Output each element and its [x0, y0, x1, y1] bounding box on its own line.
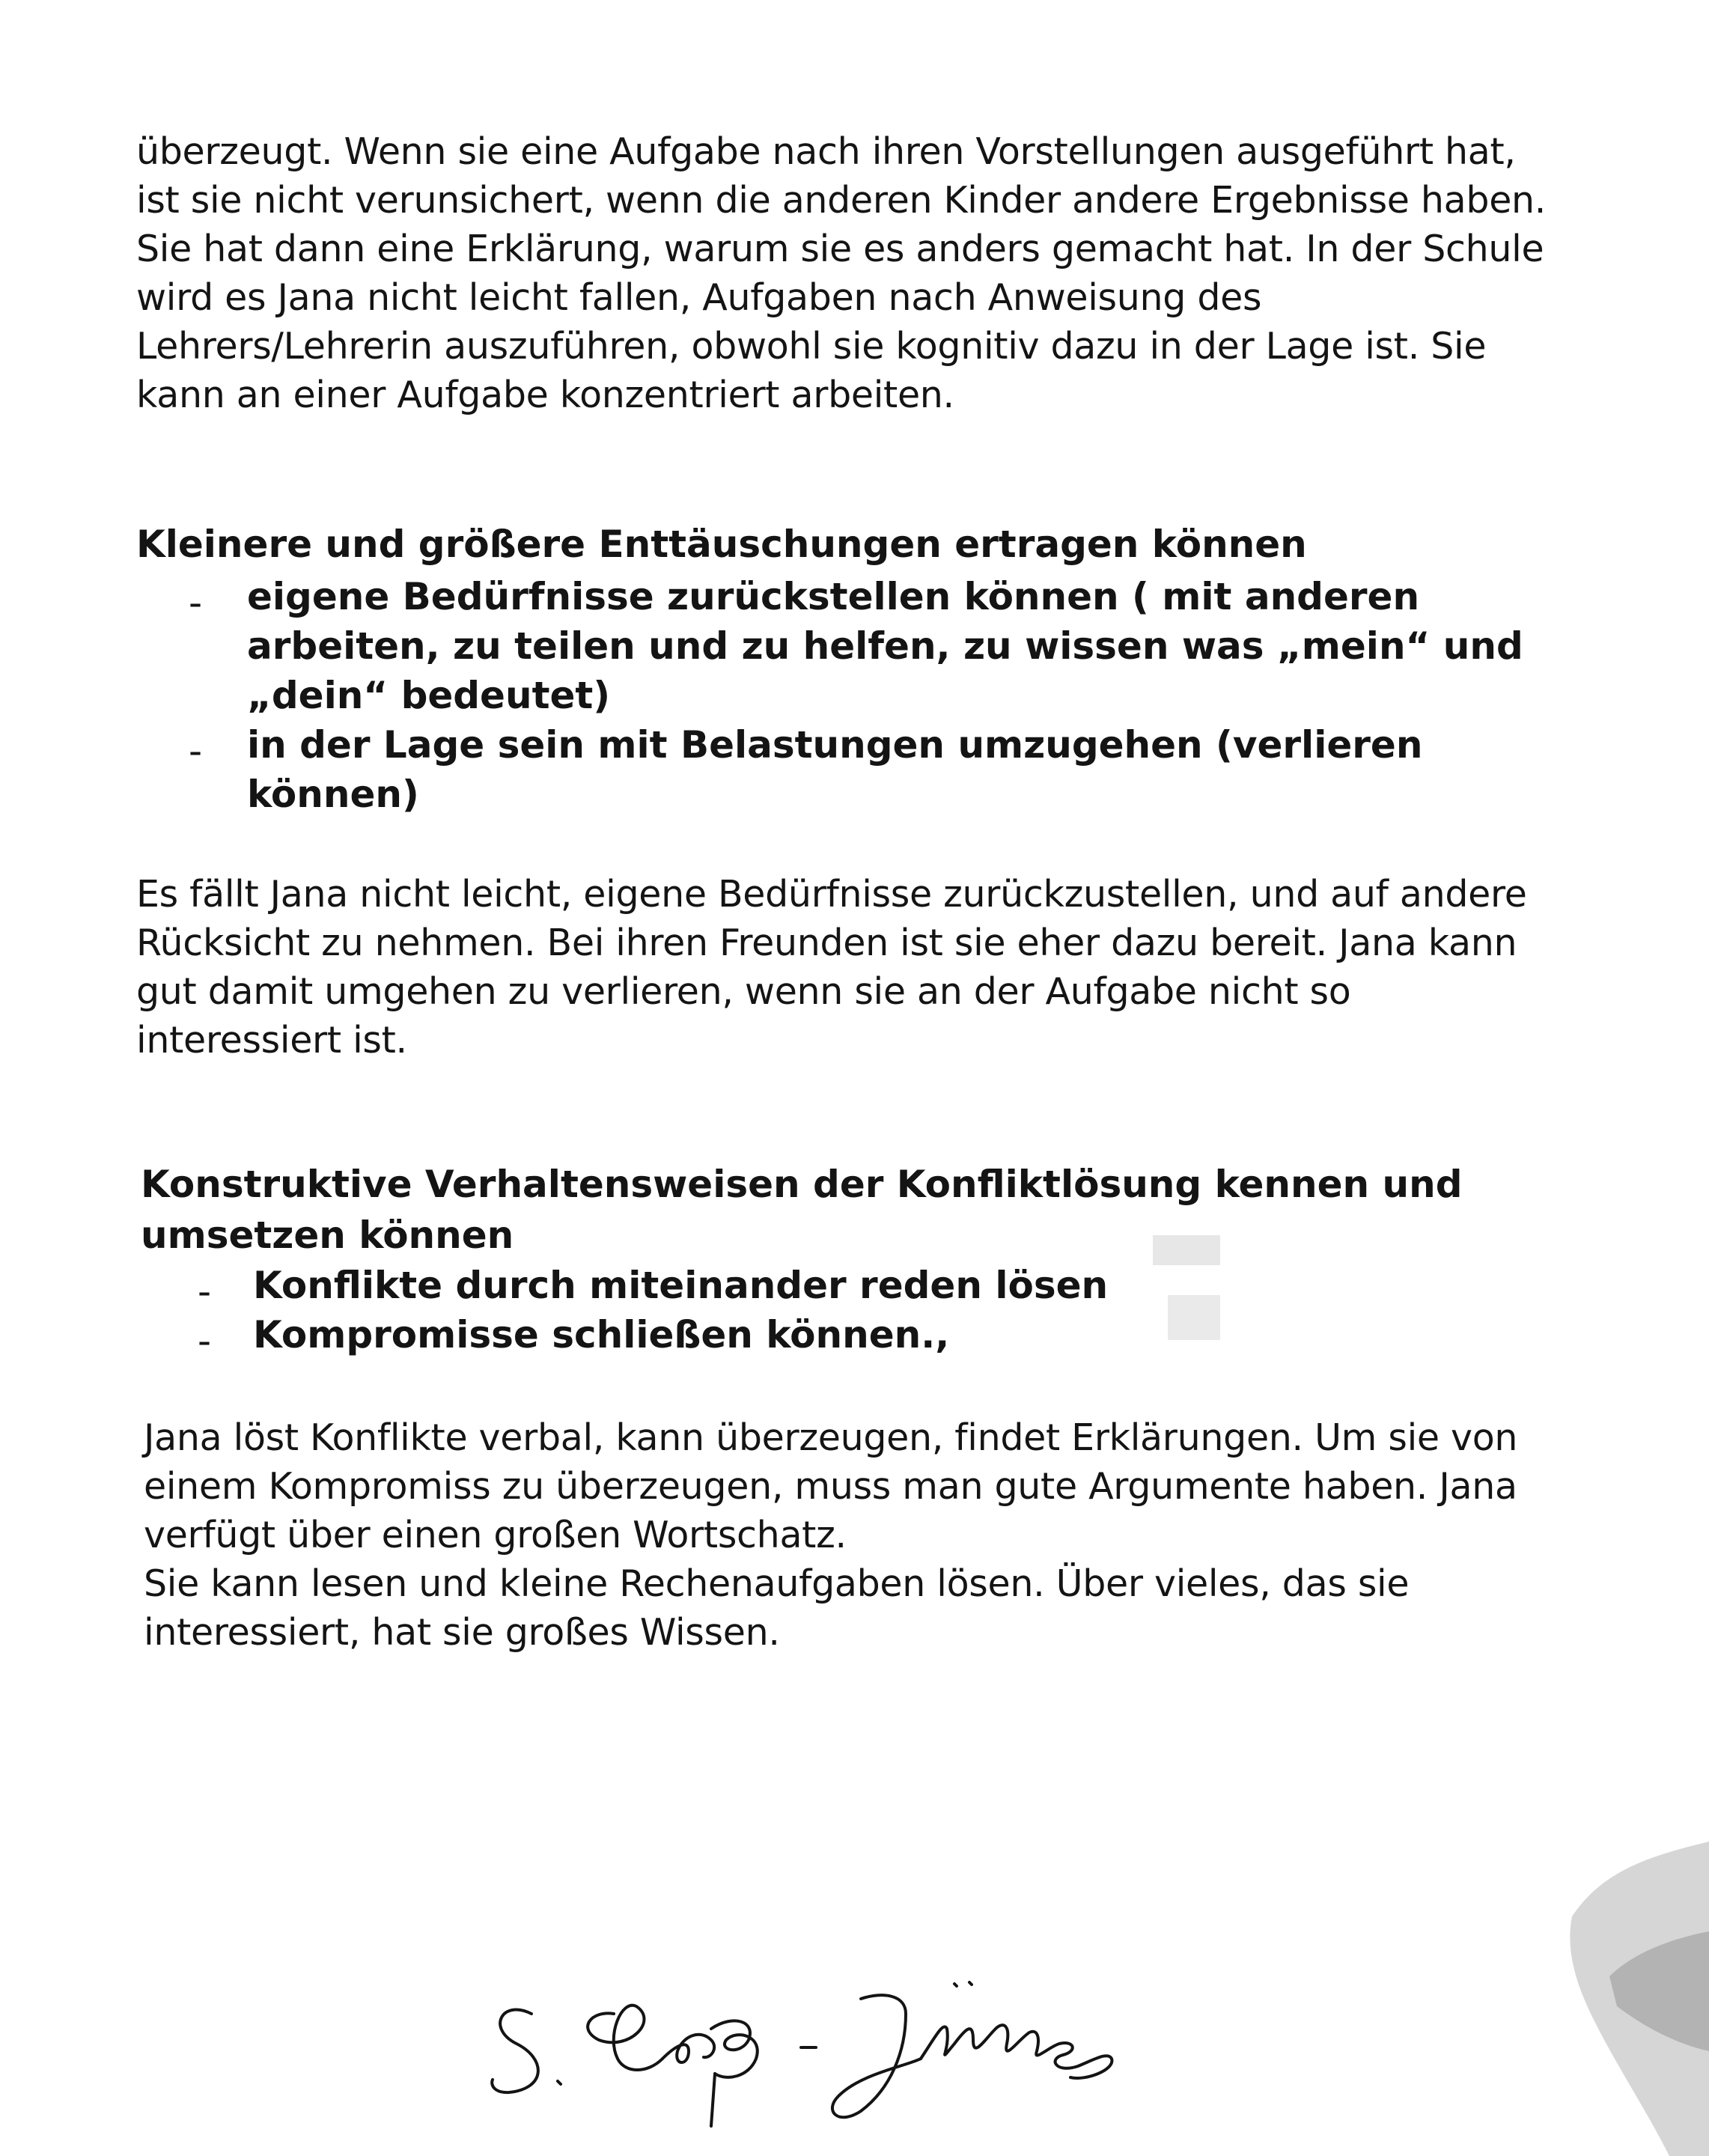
text-line: kann an einer Aufgabe konzentriert arbeiten.	[136, 374, 954, 416]
paragraph	[144, 1413, 1517, 1657]
list-item	[189, 720, 1523, 819]
scan-artifact	[1422, 1827, 1709, 2156]
paragraph	[136, 870, 1527, 1065]
text-line: „dein“ bedeutet)	[247, 674, 611, 717]
bullet-marker: -	[198, 1319, 212, 1362]
text-line: ist sie nicht verunsichert, wenn die anderen Kinder andere Ergebnisse haben.	[136, 179, 1547, 222]
bullet-marker: -	[198, 1270, 212, 1313]
text-line: arbeiten, zu teilen und zu helfen, zu wissen was „mein“ und	[247, 624, 1523, 668]
heading-line: umsetzen können	[141, 1213, 514, 1257]
paragraph-top	[136, 127, 1546, 419]
list-item	[189, 572, 1523, 720]
text-line: gut damit umgehen zu verlieren, wenn sie an der Aufgabe nicht so	[136, 970, 1351, 1013]
section-heading: Kleinere und größere Enttäuschungen ertragen können	[136, 523, 1307, 566]
text-line: Sie hat dann eine Erklärung, warum sie es anders gemacht hat. In der Schule	[136, 228, 1544, 270]
bullet-marker: -	[189, 729, 203, 773]
section-heading	[141, 1159, 1463, 1261]
list-item	[198, 1261, 1109, 1313]
text-line: können)	[247, 773, 419, 816]
text-line: interessiert ist.	[136, 1019, 407, 1062]
text-line: verfügt über einen großen Wortschatz.	[144, 1514, 847, 1556]
text-line: Rücksicht zu nehmen. Bei ihren Freunden ist sie eher dazu bereit. Jana kann	[136, 922, 1517, 964]
text-line: interessiert, hat sie großes Wissen.	[144, 1611, 780, 1654]
text-line: Sie kann lesen und kleine Rechenaufgaben lösen. Über vieles, das sie	[144, 1562, 1410, 1605]
text-line: in der Lage sein mit Belastungen umzugehen (verlieren	[247, 723, 1423, 767]
text-line: eigene Bedürfnisse zurückstellen können ( mit anderen	[247, 575, 1420, 618]
text-line: Jana löst Konflikte verbal, kann überzeugen, findet Erklärungen. Um sie von	[144, 1416, 1518, 1459]
text-line: Lehrers/Lehrerin auszuführen, obwohl sie kognitiv dazu in der Lage ist. Sie	[136, 325, 1487, 368]
text-line: wird es Jana nicht leicht fallen, Aufgaben nach Anweisung des	[136, 276, 1262, 319]
signature	[487, 1969, 1160, 2134]
bullet-marker: -	[189, 581, 203, 624]
list-item	[198, 1310, 1108, 1362]
text-line: Konflikte durch miteinander reden lösen	[253, 1264, 1109, 1307]
bullet-list	[189, 572, 1523, 819]
heading-line: Konstruktive Verhaltensweisen der Konfliktlösung kennen und	[141, 1163, 1463, 1206]
text-line: einem Kompromiss zu überzeugen, muss man gute Argumente haben. Jana	[144, 1465, 1517, 1508]
text-line: Kompromisse schließen können.,	[253, 1313, 950, 1356]
bullet-list	[198, 1261, 1109, 1362]
text-line: Es fällt Jana nicht leicht, eigene Bedürfnisse zurückzustellen, und auf andere	[136, 873, 1527, 916]
text-line: überzeugt. Wenn sie eine Aufgabe nach ihren Vorstellungen ausgeführt hat,	[136, 130, 1516, 173]
